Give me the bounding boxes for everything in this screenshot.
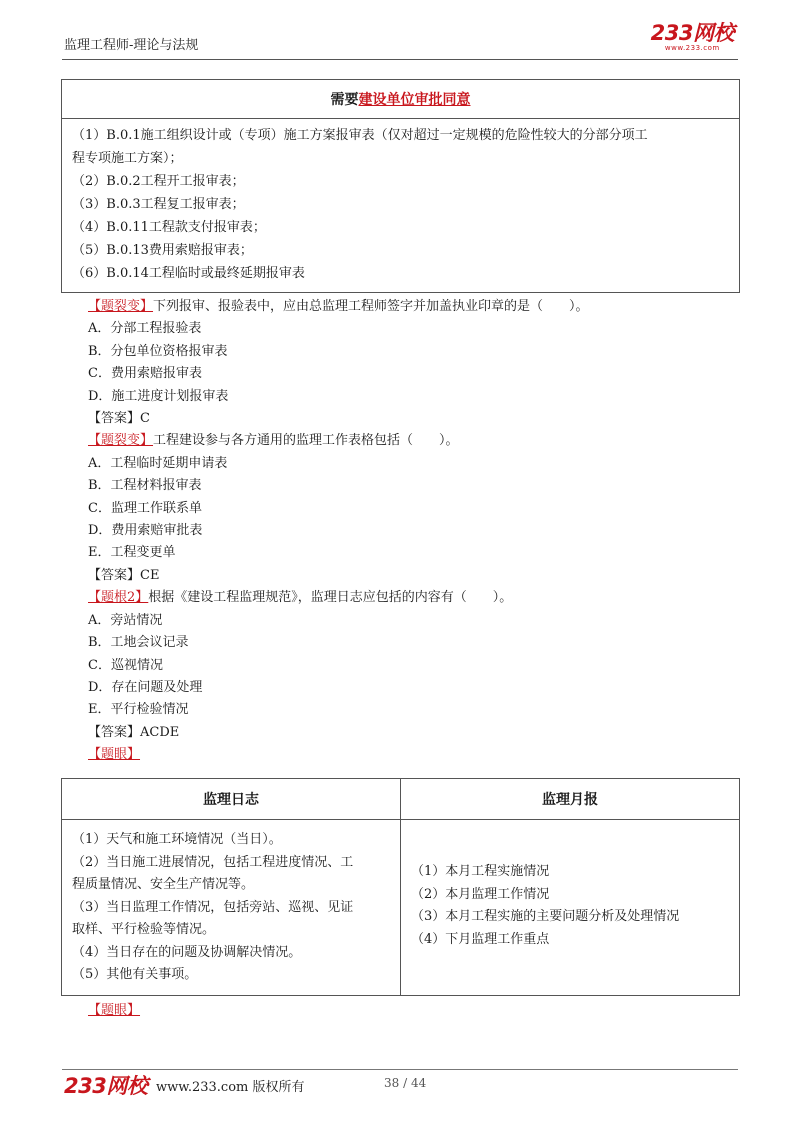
- footer-divider: [62, 1069, 738, 1070]
- option: A．旁站情况: [88, 612, 163, 628]
- approval-table-heading: 需要建设单位审批同意: [62, 80, 740, 119]
- option: B．工地会议记录: [88, 635, 189, 651]
- list-item: （3）本月工程实施的主要问题分析及处理情况: [411, 909, 680, 924]
- column-header-daily-log: 监理日志: [62, 779, 401, 820]
- logo-url: www.233.com: [664, 44, 720, 52]
- approval-table: [61, 79, 740, 293]
- list-item: 程专项施工方案）；: [72, 151, 183, 166]
- option: D．施工进度计划报审表: [88, 388, 229, 404]
- list-item: 程质量情况、安全生产情况等。: [72, 877, 255, 892]
- heading-emphasis: 建设单位审批同意: [358, 92, 471, 108]
- bottom-key-point-tag: 【题眼】: [88, 1003, 141, 1018]
- daily-log-cell: [62, 820, 401, 996]
- option: C．费用索赔报审表: [88, 366, 202, 382]
- list-item: （2）当日施工进展情况，包括工程进度情况、工: [72, 854, 354, 870]
- option: A．工程临时延期申请表: [88, 455, 228, 471]
- question-tag: 【题裂变】: [88, 299, 154, 314]
- footer-copyright: www.233.com 版权所有: [156, 1080, 305, 1095]
- list-item: （4）下月监理工作重点: [411, 931, 550, 947]
- option: D．存在问题及处理: [88, 679, 203, 695]
- option: C．监理工作联系单: [88, 500, 202, 516]
- list-item: （1）本月工程实施情况: [411, 864, 550, 879]
- brand-logo[interactable]: [651, 22, 734, 52]
- option: B．分包单位资格报审表: [88, 343, 228, 359]
- list-item: （1）天气和施工环境情况（当日）。: [72, 832, 282, 847]
- answer: 【答案】CE: [88, 567, 160, 583]
- question-tag: 【题根2】: [88, 590, 149, 606]
- list-item: （5）B.0.13费用索赔报审表；: [72, 243, 253, 258]
- page-number: 38 / 44: [384, 1076, 427, 1090]
- list-item: （2）B.0.2工程开工报审表；: [72, 174, 245, 189]
- question-3-stem: 【题根2】根据《建设工程监理规范》，监理日志应包括的内容有（ ）。: [88, 590, 513, 606]
- monthly-report-cell: [401, 820, 740, 996]
- questions-area: [88, 296, 748, 767]
- document-title: 监理工程师-理论与法规: [64, 38, 199, 53]
- list-item: （5）其他有关事项。: [72, 967, 198, 982]
- comparison-table: [61, 778, 740, 996]
- list-item: （1）B.0.1施工组织设计或（专项）施工方案报审表（仅对超过一定规模的危险性较大的分部分项工: [72, 128, 648, 143]
- list-item: 取样、平行检验等情况。: [72, 922, 216, 937]
- list-item: （2）本月监理工作情况: [411, 886, 550, 902]
- list-item: （6）B.0.14工程临时或最终延期报审表: [72, 266, 305, 281]
- option: B．工程材料报审表: [88, 478, 202, 494]
- answer: 【答案】C: [88, 411, 150, 427]
- option: E．工程变更单: [88, 545, 176, 561]
- list-item: （3）当日监理工作情况，包括旁站、巡视、见证: [72, 899, 354, 915]
- question-1-stem: 【题裂变】下列报审、报验表中，应由总监理工程师签字并加盖执业印章的是（ ）。: [88, 299, 589, 314]
- option: E．平行检验情况: [88, 702, 189, 718]
- question-tag: 【题裂变】: [88, 433, 154, 449]
- question-2-stem: 【题裂变】工程建设参与各方通用的监理工作表格包括（ ）。: [88, 433, 459, 449]
- approval-table-body: [62, 119, 740, 293]
- header-divider: [62, 59, 738, 60]
- column-header-monthly-report: 监理月报: [401, 779, 740, 820]
- option: A．分部工程报验表: [88, 321, 202, 337]
- key-point-tag: 【题眼】: [88, 747, 141, 763]
- option: D．费用索赔审批表: [88, 523, 203, 539]
- list-item: （4）B.0.11工程款支付报审表；: [72, 220, 266, 235]
- list-item: （3）B.0.3工程复工报审表；: [72, 197, 245, 212]
- list-item: （4）当日存在的问题及协调解决情况。: [72, 944, 302, 960]
- logo-text: 233网校: [650, 21, 734, 45]
- footer-logo[interactable]: 233网校: [64, 1074, 148, 1098]
- answer: 【答案】ACDE: [88, 724, 180, 740]
- option: C．巡视情况: [88, 657, 163, 673]
